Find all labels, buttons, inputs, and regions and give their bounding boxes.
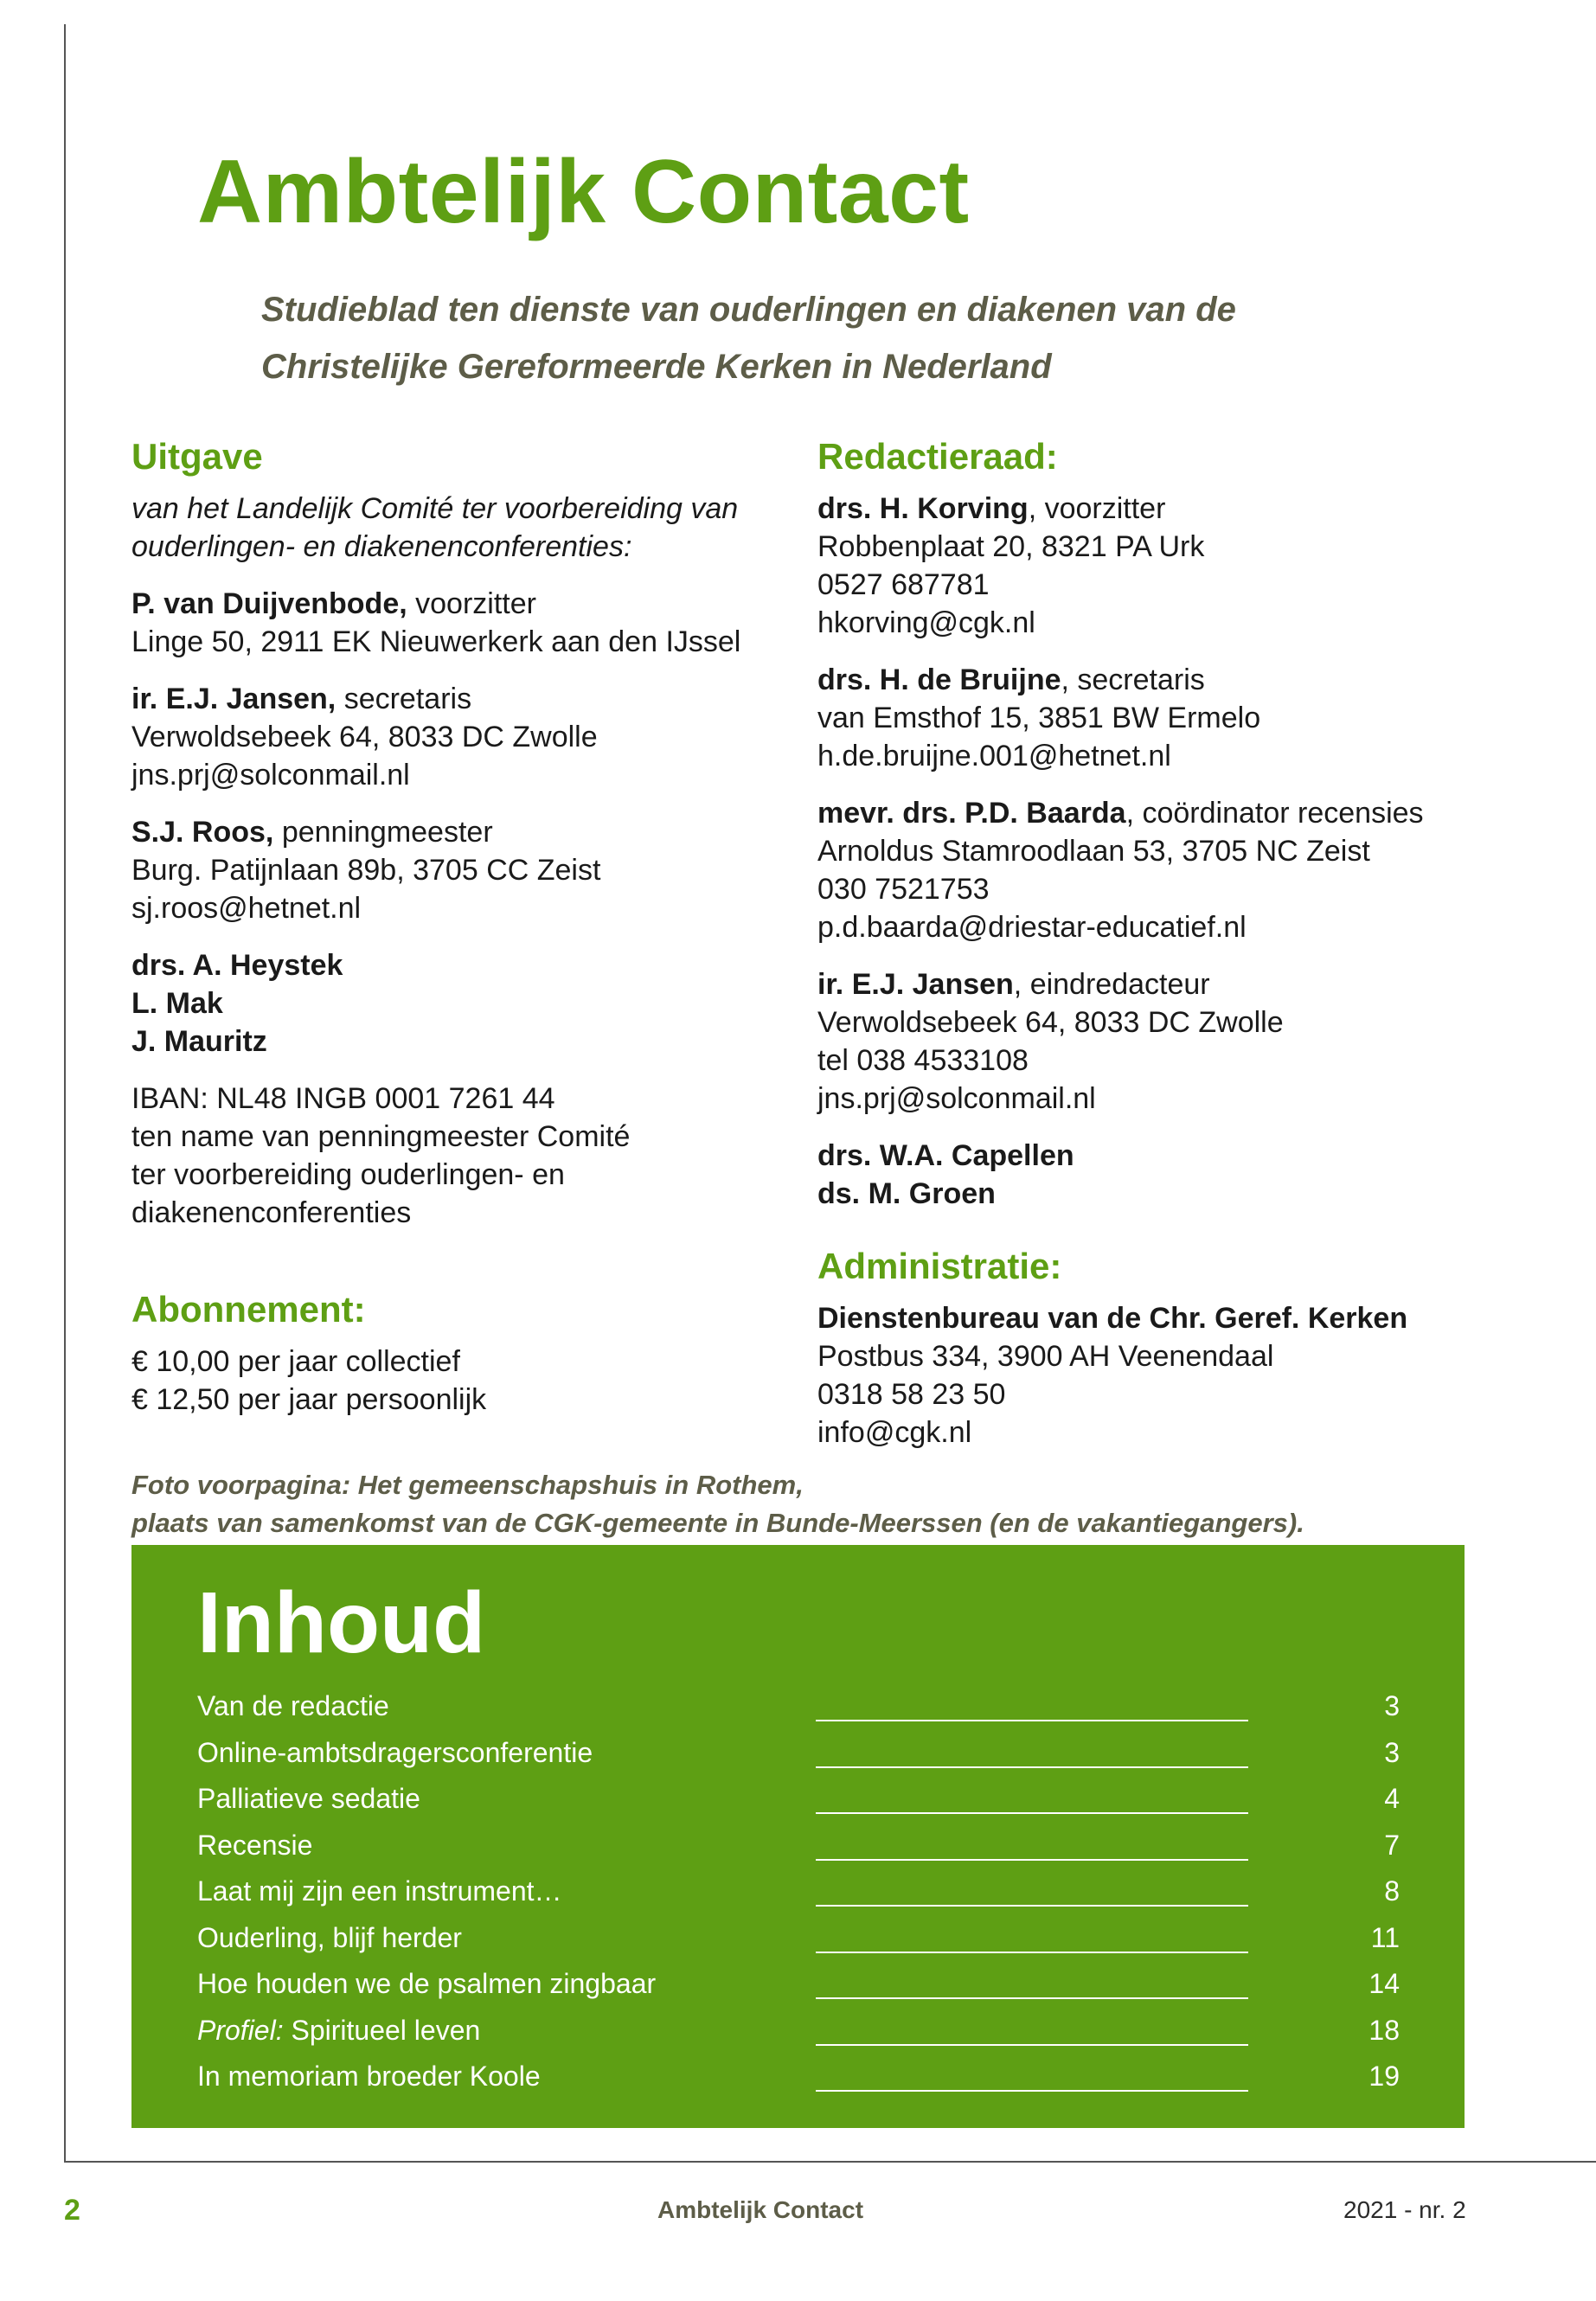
member-name: J. Mauritz <box>131 1025 267 1058</box>
member-name: ds. M. Groen <box>817 1177 996 1210</box>
toc-leader-line <box>816 1997 1248 1999</box>
right-column <box>817 433 1527 1471</box>
member-name: L. Mak <box>131 987 223 1020</box>
editor-role: , secretaris <box>1061 663 1205 696</box>
member-name: drs. W.A. Capellen <box>817 1139 1074 1172</box>
iban-line: diakenenconferenties <box>131 1196 412 1229</box>
editor-email: hkorving@cgk.nl <box>817 606 1035 639</box>
toc-item-page: 3 <box>1384 1690 1400 1721</box>
editor-name: drs. H. Korving <box>817 492 1029 525</box>
iban-line: ter voorbereiding ouderlingen- en <box>131 1158 565 1191</box>
editor-phone: 0527 687781 <box>817 568 990 601</box>
editor-role: , voorzitter <box>1028 492 1166 525</box>
admin-phone: 0318 58 23 50 <box>817 1378 1006 1411</box>
redactieraad-heading: Redactieraad: <box>817 436 1058 477</box>
editor-role: , coördinator recensies <box>1125 797 1424 830</box>
toc-item-label: Palliatieve sedatie <box>197 1783 420 1814</box>
editor-address: Verwoldsebeek 64, 8033 DC Zwolle <box>817 1006 1284 1039</box>
subtitle-line: Studieblad ten dienste van ouderlingen en diakenen van de <box>261 291 1236 329</box>
toc-item-prefix: Profiel: <box>197 2014 284 2046</box>
subtitle-line: Christelijke Gereformeerde Kerken in Nederland <box>261 348 1052 386</box>
toc-item-label <box>197 2011 480 2049</box>
abonnement-heading: Abonnement: <box>131 1289 366 1330</box>
administratie-heading: Administratie: <box>817 1246 1062 1286</box>
admin-email: info@cgk.nl <box>817 1416 972 1449</box>
contact-name: S.J. Roos, <box>131 816 274 849</box>
member-name: drs. A. Heystek <box>131 949 343 982</box>
contact-voorzitter <box>131 585 841 661</box>
editor-role: , eindredacteur <box>1013 968 1210 1001</box>
intro-line: ouderlingen- en diakenenconferenties: <box>131 530 632 563</box>
uitgave-heading: Uitgave <box>131 436 263 477</box>
editor-voorzitter <box>817 490 1527 642</box>
toc-item-page: 4 <box>1384 1783 1400 1814</box>
toc-item[interactable] <box>197 1779 1400 1826</box>
contact-role: secretaris <box>336 683 472 715</box>
abonnement-prices <box>131 1343 841 1419</box>
contact-secretaris <box>131 680 841 794</box>
toc-item-label: Van de redactie <box>197 1690 389 1721</box>
toc-title: Inhoud <box>197 1574 486 1671</box>
contact-email: sj.roos@hetnet.nl <box>131 892 362 925</box>
toc-item-label: Recensie <box>197 1829 313 1861</box>
toc-item[interactable] <box>197 1919 1400 1965</box>
toc-item-page: 3 <box>1384 1736 1400 1768</box>
price-line: € 10,00 per jaar collectief <box>131 1345 460 1378</box>
caption-line: Foto voorpagina: Het gemeenschapshuis in Rothem, <box>131 1470 804 1500</box>
footer-page-number: 2 <box>64 2194 80 2227</box>
toc-item-page: 7 <box>1384 1829 1400 1861</box>
toc-item-page: 11 <box>1370 1921 1400 1953</box>
contact-email: jns.prj@solconmail.nl <box>131 759 410 792</box>
toc-item-label-text: Spiritueel leven <box>283 2014 481 2046</box>
toc-item-label: Hoe houden we de psalmen zingbaar <box>197 1968 657 1999</box>
toc-leader-line <box>816 1766 1248 1768</box>
toc-item-page: 8 <box>1384 1875 1400 1907</box>
contact-address: Linge 50, 2911 EK Nieuwerkerk aan den IJssel <box>131 625 741 658</box>
table-of-contents <box>131 1545 1465 2128</box>
toc-leader-line <box>816 1812 1248 1814</box>
editor-phone: 030 7521753 <box>817 873 990 906</box>
caption-line: plaats van samenkomst van de CGK-gemeente in Bunde-Meerssen (en de vakantiegangers). <box>131 1508 1304 1538</box>
footer-magazine-name: Ambtelijk Contact <box>657 2196 864 2223</box>
editor-email: jns.prj@solconmail.nl <box>817 1082 1096 1115</box>
intro-line: van het Landelijk Comité ter voorbereiding van <box>131 492 739 525</box>
toc-item-label: In memoriam broeder Koole <box>197 2061 541 2092</box>
editor-eindredacteur <box>817 965 1527 1118</box>
toc-item-page: 19 <box>1368 2061 1400 2092</box>
toc-item[interactable] <box>197 1872 1400 1919</box>
toc-item-page: 14 <box>1368 1968 1400 1999</box>
toc-item-label: Ouderling, blijf herder <box>197 1921 462 1953</box>
toc-list <box>197 1687 1400 2104</box>
editor-members <box>817 1137 1527 1213</box>
page-margin-rule-vertical <box>64 24 66 2161</box>
toc-item[interactable] <box>197 1826 1400 1873</box>
toc-item[interactable] <box>197 2057 1400 2104</box>
administratie-contact <box>817 1299 1527 1452</box>
contact-penningmeester <box>131 813 841 927</box>
admin-org: Dienstenbureau van de Chr. Geref. Kerken <box>817 1302 1408 1335</box>
admin-address: Postbus 334, 3900 AH Veenendaal <box>817 1340 1274 1373</box>
editor-phone: tel 038 4533108 <box>817 1044 1029 1077</box>
editor-name: drs. H. de Bruijne <box>817 663 1061 696</box>
toc-leader-line <box>816 1859 1248 1861</box>
editor-address: van Emsthof 15, 3851 BW Ermelo <box>817 702 1261 734</box>
iban-line: ten name van penningmeester Comité <box>131 1120 631 1153</box>
toc-item[interactable] <box>197 1687 1400 1734</box>
editor-secretaris <box>817 661 1527 775</box>
toc-item-label: Online-ambtsdragersconferentie <box>197 1736 593 1768</box>
contact-address: Verwoldsebeek 64, 8033 DC Zwolle <box>131 721 598 753</box>
footer-issue: 2021 - nr. 2 <box>1343 2196 1466 2223</box>
contact-address: Burg. Patijnlaan 89b, 3705 CC Zeist <box>131 854 601 887</box>
toc-leader-line <box>816 2090 1248 2092</box>
page-footer-rule <box>64 2161 1596 2163</box>
toc-leader-line <box>816 1952 1248 1953</box>
left-column <box>131 433 841 1438</box>
cover-photo-caption <box>131 1466 1429 1542</box>
page-title: Ambtelijk Contact <box>197 142 970 242</box>
price-line: € 12,50 per jaar persoonlijk <box>131 1383 487 1416</box>
toc-item-page: 18 <box>1368 2014 1400 2046</box>
editor-name: ir. E.J. Jansen <box>817 968 1014 1001</box>
toc-leader-line <box>816 1905 1248 1907</box>
editor-address: Arnoldus Stamroodlaan 53, 3705 NC Zeist <box>817 835 1370 868</box>
iban-line: IBAN: NL48 INGB 0001 7261 44 <box>131 1082 555 1115</box>
editor-name: mevr. drs. P.D. Baarda <box>817 797 1126 830</box>
editor-email: p.d.baarda@driestar-educatief.nl <box>817 911 1247 944</box>
page-subtitle <box>261 281 1299 395</box>
committee-members <box>131 946 841 1061</box>
editor-address: Robbenplaat 20, 8321 PA Urk <box>817 530 1205 563</box>
contact-role: voorzitter <box>407 587 536 620</box>
contact-name: ir. E.J. Jansen, <box>131 683 337 715</box>
toc-leader-line <box>816 2044 1248 2046</box>
contact-name: P. van Duijvenbode, <box>131 587 407 620</box>
editor-email: h.de.bruijne.001@hetnet.nl <box>817 740 1171 772</box>
toc-item[interactable] <box>197 1734 1400 1780</box>
uitgave-intro <box>131 490 841 566</box>
iban-block <box>131 1080 841 1232</box>
toc-item[interactable] <box>197 2011 1400 2058</box>
toc-item[interactable] <box>197 1965 1400 2011</box>
toc-leader-line <box>816 1720 1248 1721</box>
contact-role: penningmeester <box>273 816 493 849</box>
editor-recensies <box>817 794 1527 946</box>
toc-item-label: Laat mij zijn een instrument… <box>197 1875 562 1907</box>
